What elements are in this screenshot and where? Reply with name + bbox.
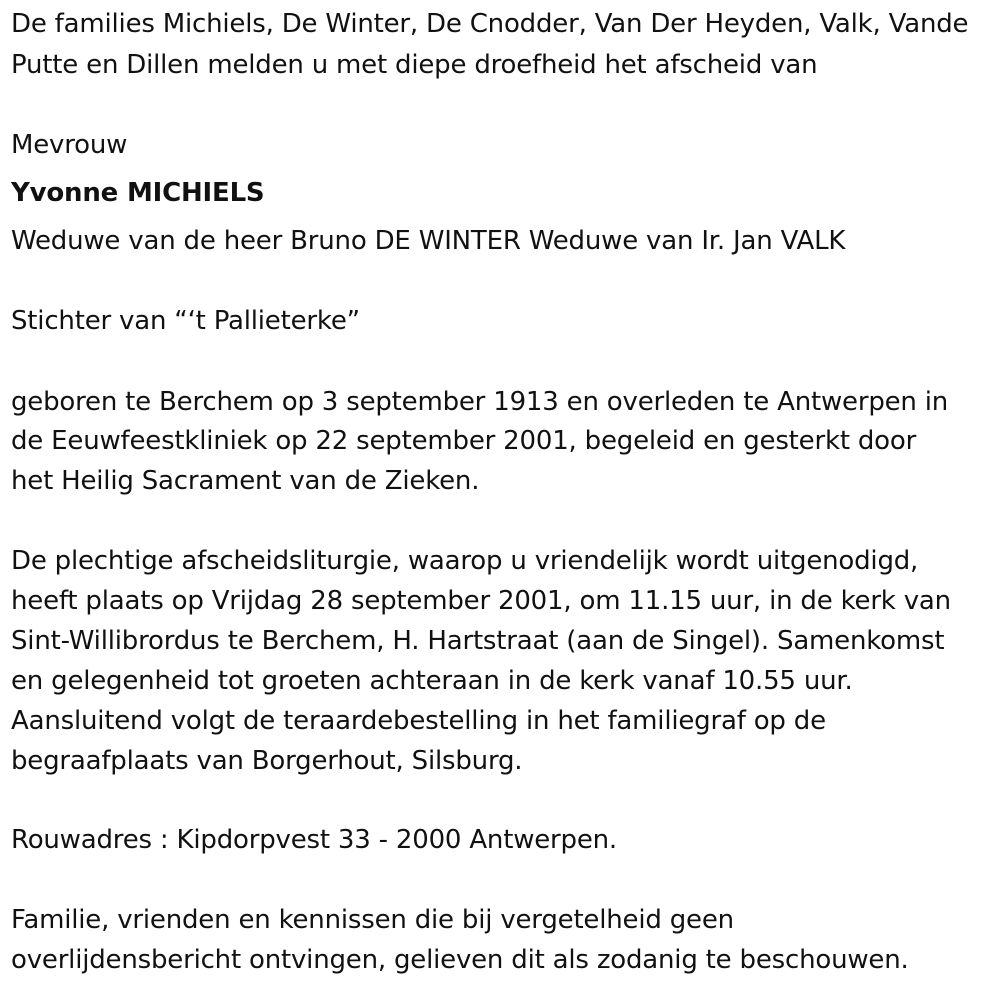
ceremony-line: De plechtige afscheidsliturgie, waarop u vriendelijk wordt uitgenodigd, [11,546,919,576]
ceremony-line: en gelegenheid tot groeten achteraan in de kerk vanaf 10.55 uur. [11,666,853,696]
salutation: Mevrouw [11,130,128,160]
deceased-name: Yvonne MICHIELS [11,178,265,208]
closing-line: Familie, vrienden en kennissen die bij vergetelheid geen [11,905,734,935]
address-line: Rouwadres : Kipdorpvest 33 - 2000 Antwerpen. [11,825,617,855]
closing-line: overlijdensbericht ontvingen, gelieven dit als zodanig te beschouwen. [11,945,909,975]
birth-death-line: het Heilig Sacrament van de Zieken. [11,466,480,496]
ceremony-line: Aansluitend volgt de teraardebestelling in het familiegraf op de [11,706,826,736]
birth-death-line: de Eeuwfeestkliniek op 22 september 2001, begeleid en gesterkt door [11,426,917,456]
intro-line: De families Michiels, De Winter, De Cnodder, Van Der Heyden, Valk, Vande [11,9,969,39]
intro-line: Putte en Dillen melden u met diepe droefheid het afscheid van [11,50,818,80]
birth-death-line: geboren te Berchem op 3 september 1913 en overleden te Antwerpen in [11,387,949,417]
ceremony-line: Sint-Willibrordus te Berchem, H. Hartstraat (aan de Singel). Samenkomst [11,626,945,656]
ceremony-line: begraafplaats van Borgerhout, Silsburg. [11,746,523,776]
spouse-line: Weduwe van de heer Bruno DE WINTER Weduwe van Ir. Jan VALK [11,226,846,256]
ceremony-line: heeft plaats op Vrijdag 28 september 2001, om 11.15 uur, in de kerk van [11,586,951,616]
founder-line: Stichter van “‘t Pallieterke” [11,306,360,336]
